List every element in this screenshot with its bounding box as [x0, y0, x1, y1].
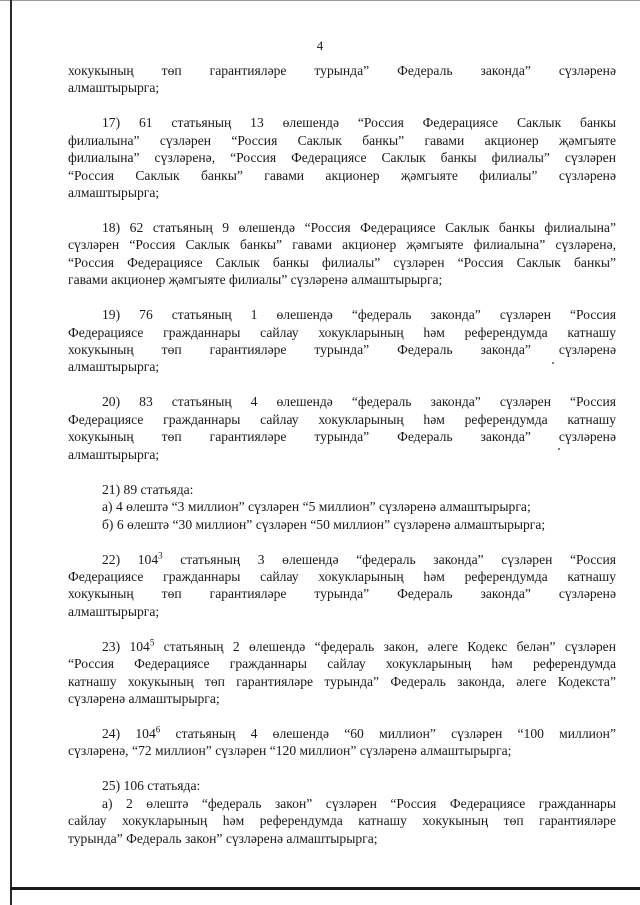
- scan-top-edge: [0, 0, 640, 1]
- text-line: катнашу хокукының төп гарантияләре турында” Федераль законда, әлеге Кодекста”: [68, 673, 616, 689]
- text-line: [68, 638, 616, 655]
- text-line: сүзләренә, “72 миллион” сүзләрен “120 миллион” сүзләренә алмаштырырга;: [68, 743, 512, 759]
- paragraph-item-17: [68, 114, 616, 201]
- text-line: хокукының төп гарантияләре турында” Федераль законда” сүзләренә: [68, 63, 616, 78]
- text-line: хокукының төп гарантияләре турында” Федераль законда” сүзләренә: [68, 586, 616, 602]
- text-line: а) 2 өлештә “федераль закон” сүзләрен “Россия Федерациясе гражданнары: [102, 795, 616, 811]
- superscript: 6: [155, 724, 161, 735]
- item-number: 23) 104: [102, 638, 150, 654]
- document-body: [68, 62, 616, 865]
- paragraph-continuation: [68, 62, 616, 97]
- scan-left-edge: [10, 0, 12, 905]
- superscript: 3: [158, 549, 163, 560]
- paragraph-item-21: [68, 481, 616, 533]
- text-line: “Россия Саклык банкы” гавами акционер җәмгыяте филиалы” сүзләренә: [68, 167, 616, 183]
- text-line: сайлау хокукларының һәм референдумда катнашу хокукының төп гарантияләре: [68, 813, 616, 829]
- paragraph-item-22: [68, 551, 616, 621]
- scan-bottom-edge: [10, 887, 640, 890]
- text-line: турында” Федераль закон” сүзләренә алмаштырырга;: [68, 830, 378, 846]
- text-line: алмаштырырга;: [68, 185, 160, 201]
- text-fragment: статьяның 2 өлешендә “федераль закон, әлеге Кодекс белән” сүзләрен: [154, 638, 616, 654]
- sub-item-a: а) 4 өлештә “3 миллион” сүзләрен “5 миллион” сүзләренә алмаштырырга;: [102, 499, 531, 515]
- paragraph-item-23: [68, 638, 616, 708]
- text-line: “Россия Федерациясе Саклык банкы филиалы” сүзләрен “Россия Саклык банкы”: [68, 254, 616, 270]
- text-line: 19) 76 статьяның 1 өлешендә “федераль законда” сүзләрен “Россия: [102, 307, 616, 323]
- text-line: сүзләрен “Россия Саклык банкы” гавами акционер җәмгыяте филиалына” сүзләренә,: [68, 237, 616, 253]
- text-line: [68, 725, 616, 742]
- page-number: 4: [316, 38, 324, 53]
- paragraph-item-20: [68, 393, 616, 463]
- text-line: сүзләренә алмаштырырга;: [68, 690, 220, 706]
- paragraph-item-24: [68, 725, 616, 760]
- text-line: филиалына” сүзләренә, “Россия Федерациясе Саклык банкы филиалы” сүзләрен: [68, 150, 616, 166]
- text-line: Федерациясе гражданнары сайлау хокукларының һәм референдумда катнашу: [68, 568, 616, 584]
- text-line: алмаштырырга;: [68, 446, 160, 462]
- text-line: “Россия Федерациясе гражданнары сайлау хокукларының һәм референдумда: [68, 656, 616, 672]
- text-line: хокукының төп гарантияләре турында” Федераль законда” сүзләренә: [68, 342, 616, 358]
- paragraph-item-19: [68, 306, 616, 376]
- text-line: хокукының төп гарантияләре турында” Федераль законда” сүзләренә: [68, 429, 616, 445]
- text-line: Федерациясе гражданнары сайлау хокукларының һәм референдумда катнашу: [68, 411, 616, 427]
- text-line: алмаштырырга;: [68, 80, 160, 96]
- text-line: 18) 62 статьяның 9 өлешендә “Россия Федерациясе Саклык банкы филиалына”: [102, 220, 616, 236]
- text-line: Федерациясе гражданнары сайлау хокукларының һәм референдумда катнашу: [68, 324, 616, 340]
- sub-item-b: б) 6 өлештә “30 миллион” сүзләрен “50 миллион” сүзләренә алмаштырырга;: [102, 516, 546, 532]
- text-line: алмаштырырга;: [68, 603, 160, 619]
- superscript: 5: [149, 637, 155, 648]
- text-line: 20) 83 статьяның 4 өлешендә “федераль законда” сүзләрен “Россия: [102, 394, 616, 410]
- item-heading: 21) 89 статьяда:: [102, 481, 194, 497]
- text-line: гавами акционер җәмгыяте филиалы” сүзләренә алмаштырырга;: [68, 272, 443, 288]
- item-number: 24) 104: [102, 725, 156, 741]
- text-line: филиалына” сүзләрен “Россия Саклык банкы” гавами акционер җәмгыяте: [68, 132, 616, 148]
- text-line: [68, 551, 616, 568]
- text-line: 17) 61 статьяның 13 өлешендә “Россия Федерациясе Саклык банкы: [102, 115, 616, 131]
- text-fragment: статьяның 4 өлешендә “60 миллион” сүзләрен “100 миллион”: [160, 725, 616, 741]
- paragraph-item-18: [68, 219, 616, 289]
- text-line: алмаштырырга;: [68, 359, 160, 375]
- text-fragment: статьяның 3 өлешендә “федераль законда” сүзләрен “Россия: [162, 551, 616, 567]
- item-heading: 25) 106 статьяда:: [102, 778, 201, 794]
- paragraph-item-25: [68, 777, 616, 847]
- item-number: 22) 104: [102, 551, 159, 567]
